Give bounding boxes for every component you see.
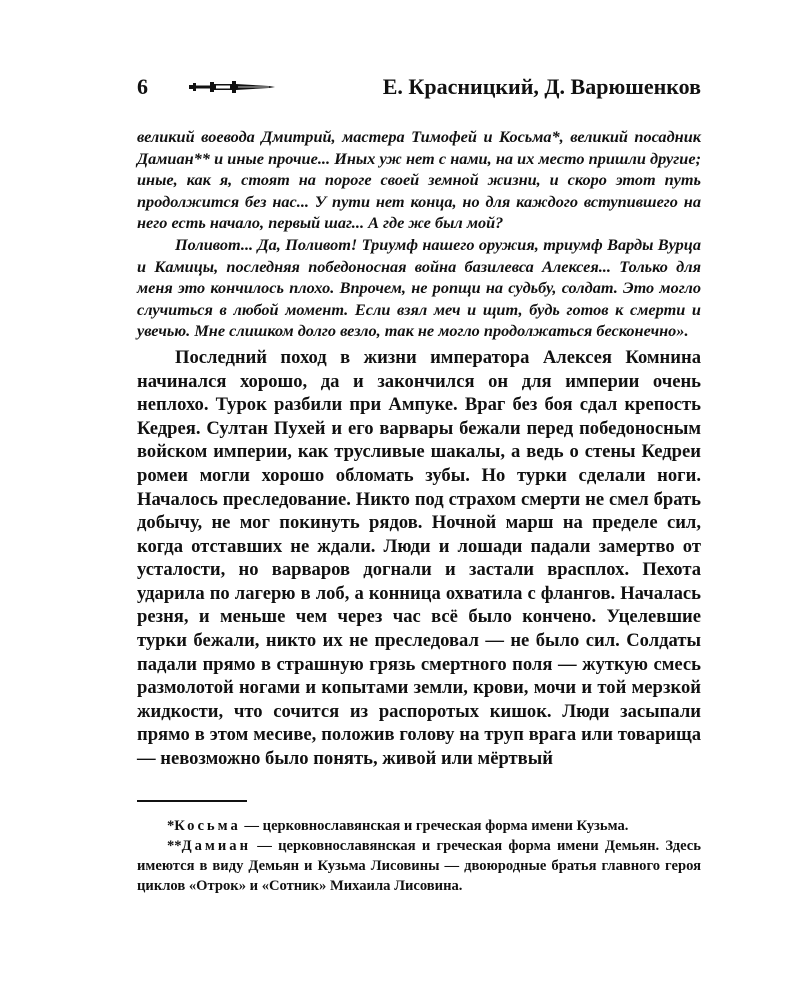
footnote-text: — церковнославянская и греческая форма имени Кузьма. bbox=[240, 818, 629, 834]
footnote-divider bbox=[137, 800, 247, 802]
footnote-marker: * bbox=[167, 818, 175, 834]
main-paragraph: Последний поход в жизни императора Алексея Комнина начинался хорошо, да и закончился он для империи очень неплохо. Турок разбили при Ампуке. Враг без боя сдал крепость Кедрея. Султан Пухей и его варвары бежали перед победоносным войском империи, как трусливые шакалы, а ведь о стены Кедреи ромеи могли хорошо обломать зубы. Но турки сделали ноги. Началось преследование. Никто под страхом смерти не смел брать добычу, не мог покинуть рядов. Ночной марш на пределе сил, когда отставших не ждали. Люди и лошади падали замертво от усталости, но варваров догнали и застали врасплох. Пехота ударила по лагерю в лоб, а конница охватила с флангов. Началась резня, и меньше чем через час всё было кончено. Уцелевшие турки бежали, никто их не преследовал — не было сил. Солдаты падали прямо в страшную грязь смертного поля — жуткую смесь размолотой ногами и копытами земли, крови, мочи и той мерзкой жидкости, что сочится из распоротых кишок. Люди засыпали прямо в этом месиве, положив голову на труп врага или товарища — невозможно было понять, живой или мёртвый bbox=[137, 346, 701, 770]
footnotes bbox=[137, 816, 701, 896]
page-header bbox=[137, 72, 701, 108]
running-head: Е. Красницкий, Д. Варюшенков bbox=[382, 74, 701, 99]
italic-paragraph: великий воевода Дмитрий, мастера Тимофей и Косьма*, великий посадник Дамиан** и иные прочие... Иных уж нет с нами, на их место пришли другие; иные, как я, стоят на пороге своей земной жизни, и скоро этот путь продолжится без нас... У пути нет конца, но для каждого вступившего на него есть начало, первый шаг... А где же был мой? bbox=[137, 127, 701, 233]
footnote-term: Косьма bbox=[174, 818, 241, 834]
page-number: 6 bbox=[137, 74, 148, 99]
footnote bbox=[137, 816, 701, 836]
footnote-term: Дамиан bbox=[181, 838, 251, 854]
italic-quote-block bbox=[137, 126, 701, 342]
ornamental-dagger-icon bbox=[189, 80, 275, 94]
footnote-text: — церковнославянская и греческая форма имени Демьян. Здесь имеются в виду Демьян и Кузьма Лисовины — двоюродные братья главного героя циклов «Отрок» и «Сотник» Михаила Лисовина. bbox=[137, 838, 701, 894]
footnote bbox=[137, 836, 701, 896]
footnote-marker: ** bbox=[167, 838, 182, 854]
book-page bbox=[137, 72, 701, 894]
italic-paragraph: Поливот... Да, Поливот! Триумф нашего оружия, триумф Варды Вурца и Камицы, последняя победоносная война базилевса Алексея... Только для меня это кончилось плохо. Впрочем, не ропщи на судьбу, солдат. Это могло случиться в любой момент. Если взял меч и щит, будь готов к смерти и увечью. Мне слишком долго везло, так не могло продолжаться бесконечно». bbox=[137, 234, 701, 341]
